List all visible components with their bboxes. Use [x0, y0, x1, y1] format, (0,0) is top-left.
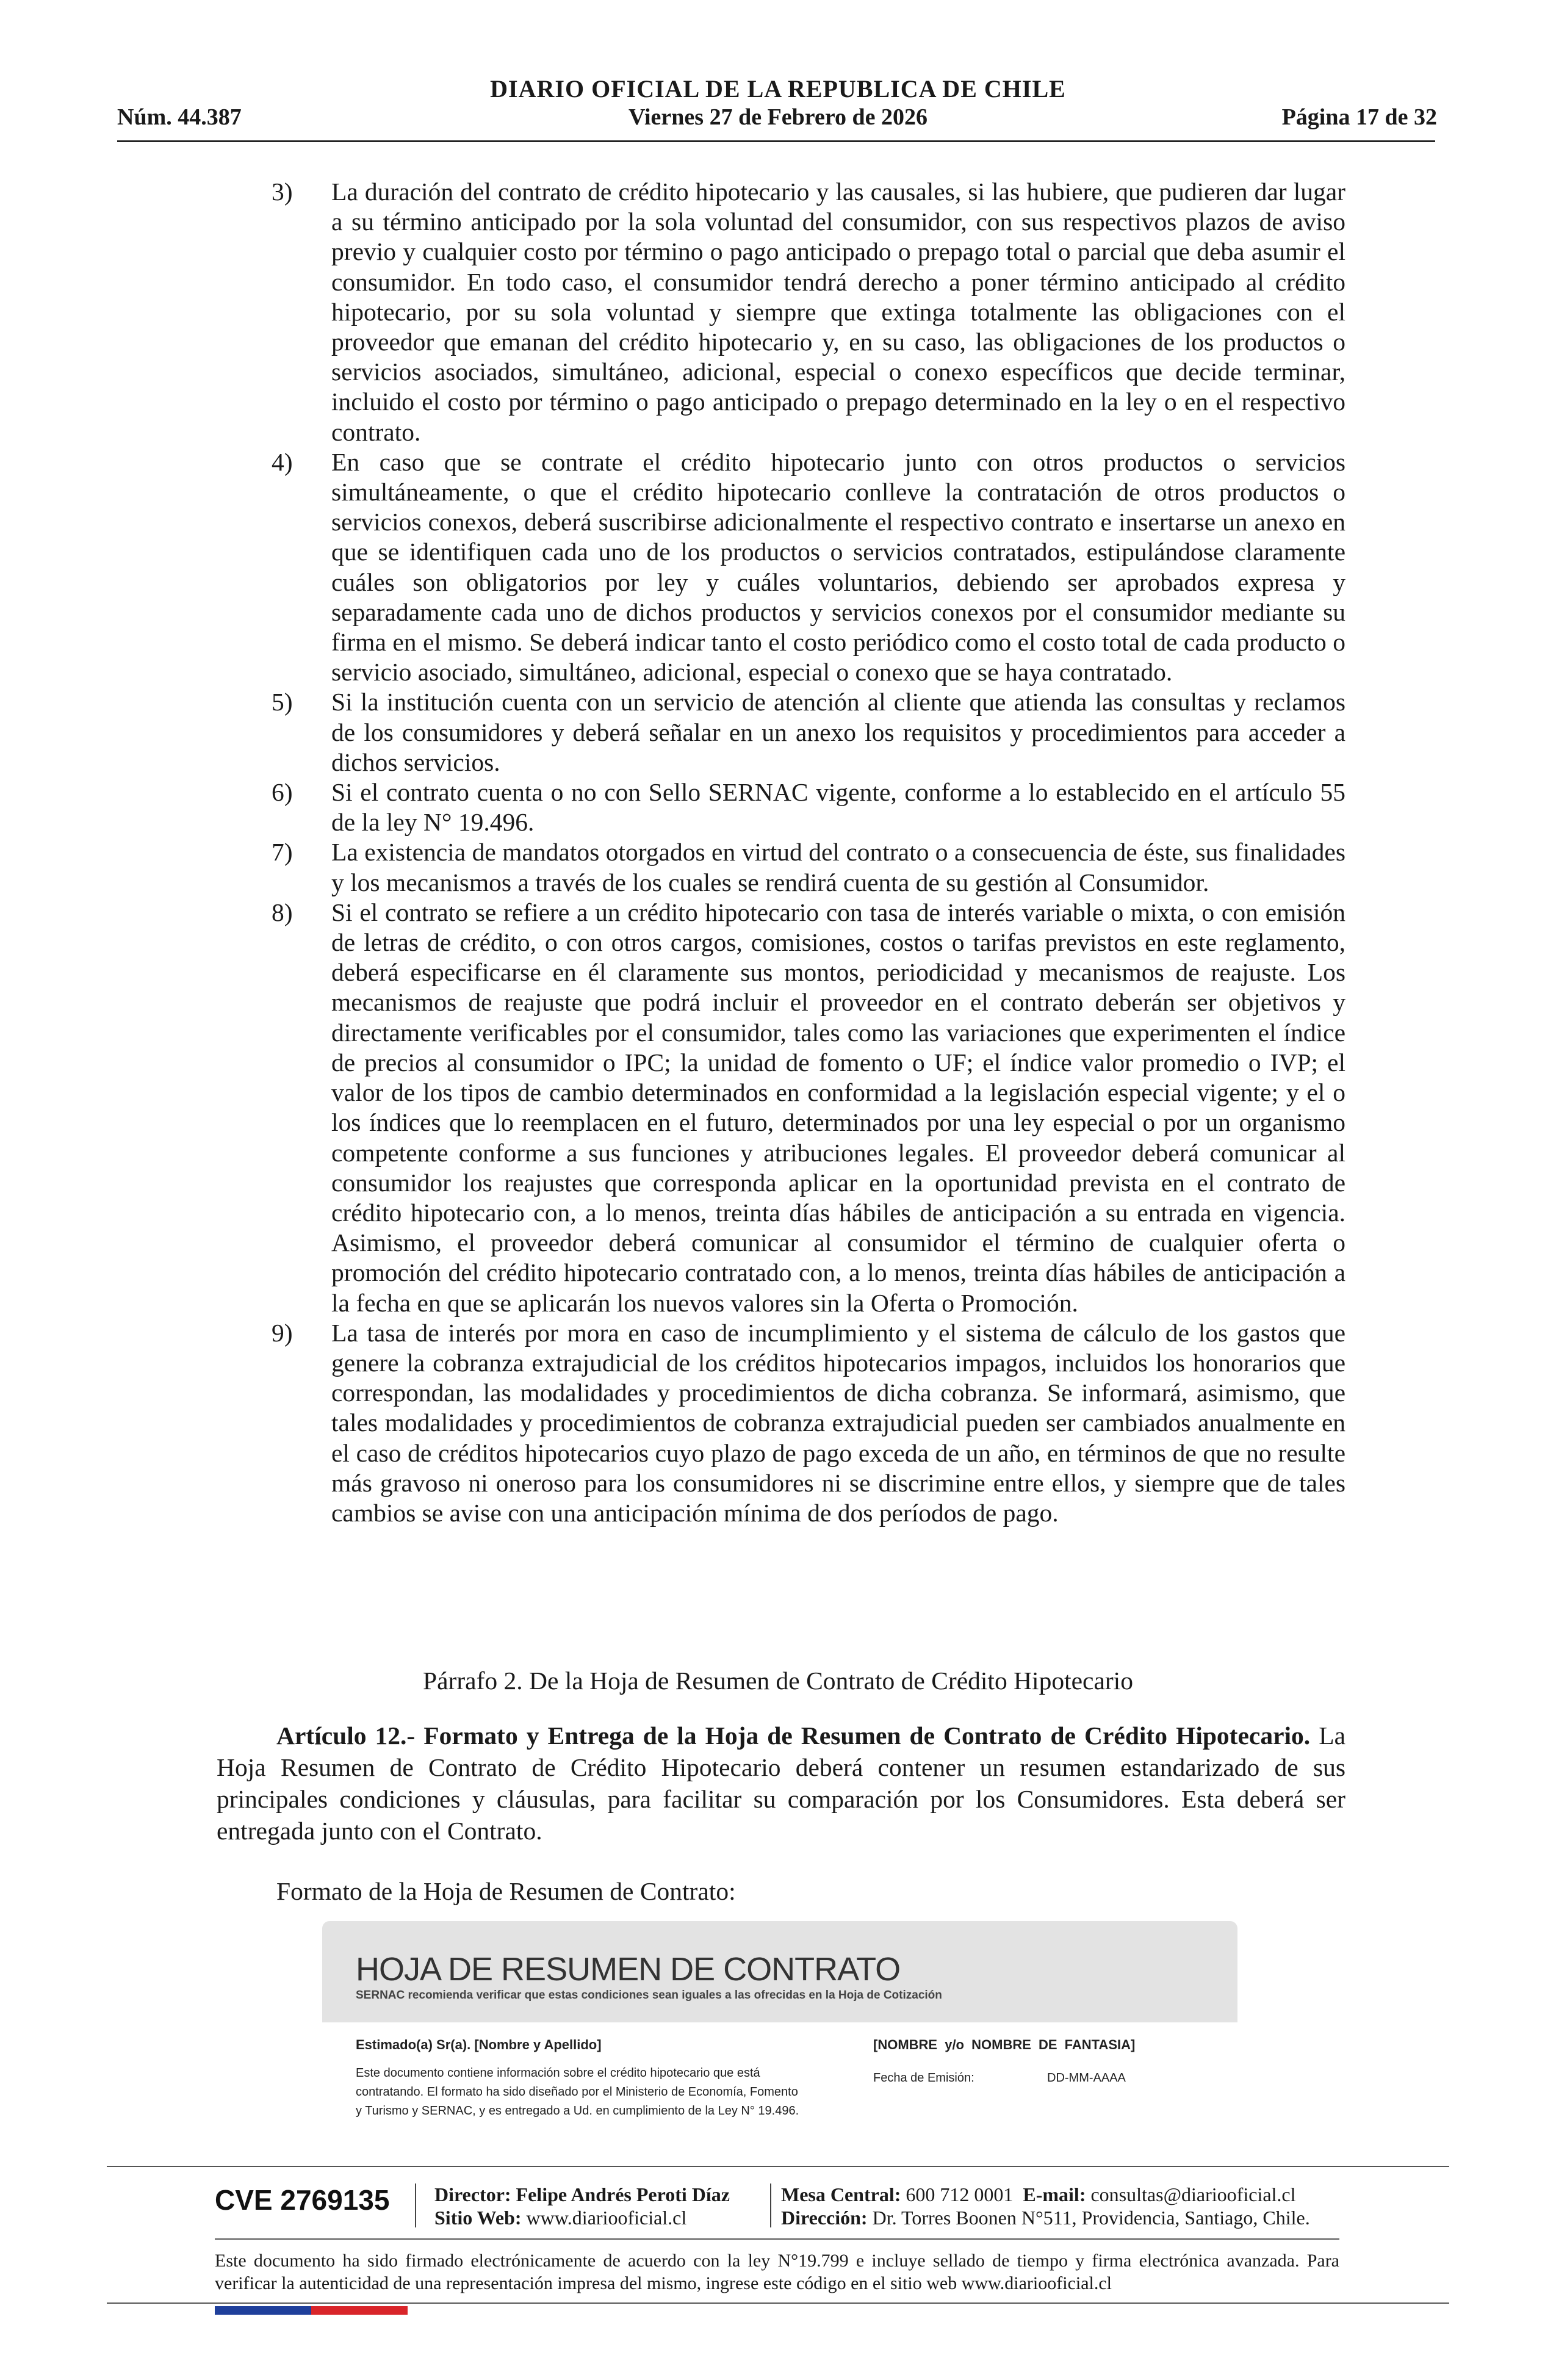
- email-label: E-mail:: [1023, 2183, 1086, 2205]
- form-greeting: Estimado(a) Sr(a). [Nombre y Apellido]: [356, 2037, 602, 2052]
- flag-stripe-red: [311, 2306, 408, 2315]
- form-company-name: [NOMBRE y/o NOMBRE DE FANTASIA]: [873, 2037, 1136, 2052]
- form-description: Este documento contiene información sobre el crédito hipotecario que está contratando. El formato ha sido diseñado por el Ministerio de Economía, Fomento y Turismo y SERNAC, y es entregado a Ud. en cumplimiento de la Ley N° 19.496.: [356, 2066, 799, 2118]
- director-name: Felipe Andrés Peroti Díaz: [516, 2183, 730, 2205]
- footer-director-block: [434, 2183, 730, 2229]
- list-item: [272, 687, 1345, 777]
- cve-code: CVE 2769135: [215, 2184, 390, 2216]
- website-link[interactable]: www.diariooficial.cl: [526, 2207, 687, 2229]
- list-item-number: 8): [272, 898, 293, 926]
- form-date-value: DD-MM-AAAA: [1047, 2071, 1126, 2085]
- list-item-number: 9): [272, 1318, 293, 1347]
- issue-date: Viernes 27 de Febrero de 2026: [628, 104, 928, 130]
- website-label: Sitio Web:: [434, 2207, 522, 2229]
- flag-stripe-blue: [215, 2306, 311, 2315]
- format-label: Formato de la Hoja de Resumen de Contrato:: [276, 1877, 736, 1905]
- list-item-number: 6): [272, 778, 293, 807]
- numbered-list: [272, 177, 1345, 1528]
- footer-separator: [415, 2183, 416, 2227]
- list-item: [272, 177, 1345, 447]
- section-heading: Párrafo 2. De la Hoja de Resumen de Contrato de Crédito Hipotecario: [423, 1667, 1133, 1695]
- list-item-number: 7): [272, 838, 293, 867]
- phone-number: 600 712 0001: [906, 2183, 1014, 2205]
- email-link[interactable]: consultas@diariooficial.cl: [1090, 2183, 1296, 2205]
- article-paragraph: [217, 1720, 1345, 1847]
- form-date-label: Fecha de Emisión:: [873, 2071, 974, 2085]
- newspaper-title: DIARIO OFICIAL DE LA REPUBLICA DE CHILE: [490, 75, 1066, 103]
- list-item: [272, 837, 1345, 897]
- signature-notice: Este documento ha sido firmado electrónicamente de acuerdo con la ley N°19.799 e incluye sellado de tiempo y firma electrónica avanzada. Para verificar la autenticidad de una representación impresa del mismo, ingrese este código en el sitio web www.diariooficial.cl: [215, 2251, 1339, 2293]
- list-item-number: 3): [272, 178, 293, 206]
- list-item-text: En caso que se contrate el crédito hipotecario junto con otros productos o servicios simultáneamente, o que el crédito hipotecario conlleve la contratación de otros productos o servicios conexos, deberá suscribirse adicionalmente el respectivo contrato e insertarse un anexo en que se identifiquen cada uno de los productos o servicios contratados, estipulándose claramente cuáles son obligatorios por ley y cuáles voluntarios, debiendo ser aprobados expresa y separadamente cada uno de dichos productos y servicios conexos por el consumidor mediante su firma en el mismo. Se deberá indicar tanto el costo periódico como el costo total de cada producto o servicio asociado, simultáneo, adicional, especial o conexo que se haya contratado.: [331, 447, 1345, 687]
- list-item-number: 4): [272, 447, 293, 476]
- list-item-text: La tasa de interés por mora en caso de incumplimiento y el sistema de cálculo de los gastos que genere la cobranza extrajudicial de los créditos hipotecarios impagos, incluidos los honorarios que correspondan, las modalidades y procedimientos de dicha cobranza. Se informará, asimismo, que tales modalidades y procedimientos de cobranza extrajudicial pueden ser cambiados anualmente en el caso de créditos hipotecarios cuyo plazo de pago exceda de un año, en términos de que no resulte más gravoso ni oneroso para los consumidores ni se discrimine entre ellos, y siempre que de tales cambios se avise con una anticipación mínima de dos períodos de pago.: [331, 1318, 1345, 1527]
- list-item: [272, 447, 1345, 688]
- footer-contact-block: [781, 2183, 1310, 2229]
- form-subtitle: SERNAC recomienda verificar que estas condiciones sean iguales a las ofrecidas en la Hoja de Cotización: [356, 1989, 942, 2002]
- list-item: [272, 898, 1345, 1318]
- form-title: HOJA DE RESUMEN DE CONTRATO: [356, 1951, 901, 1988]
- footer-divider: [107, 2302, 1449, 2304]
- summary-form: [322, 1921, 1237, 2141]
- list-item-number: 5): [272, 688, 293, 716]
- header-divider: [117, 140, 1435, 142]
- list-item-text: Si el contrato se refiere a un crédito hipotecario con tasa de interés variable o mixta, o con emisión de letras de crédito, o con otros cargos, comisiones, costos o tarifas previstos en este reglamento, deberá especificarse en él claramente sus montos, periodicidad y mecanismos de reajuste. Los mecanismos de reajuste que podrá incluir el proveedor en el contrato deberán ser objetivos y directamente verificables por el consumidor, tales como las variaciones que experimenten el índice de precios al consumidor o IPC; la unidad de fomento o UF; el índice valor promedio o IVP; el valor de los tipos de cambio determinados en conformidad a la legislación especial vigente; y el o los índices que lo reemplacen en el futuro, determinados por una ley especial o por un organismo competente conforme a sus funciones y atribuciones legales. El proveedor deberá comunicar al consumidor los reajustes que corresponda aplicar en la oportunidad prevista en el contrato de crédito hipotecario con, a lo menos, treinta días hábiles de anticipación a su entrada en vigencia. Asimismo, el proveedor deberá comunicar al consumidor el término de cualquier oferta o promoción del crédito hipotecario contratado con, a lo menos, treinta días hábiles de anticipación a la fecha en que se aplicarán los nuevos valores sin la Oferta o Promoción.: [331, 898, 1345, 1317]
- list-item: [272, 777, 1345, 837]
- footer-separator: [770, 2183, 771, 2227]
- list-item-text: Si el contrato cuenta o no con Sello SERNAC vigente, conforme a lo establecido en el artículo 55 de la ley N° 19.496.: [331, 778, 1345, 837]
- footer-divider: [215, 2238, 1339, 2240]
- article-title: Artículo 12.- Formato y Entrega de la Hoja de Resumen de Contrato de Crédito Hipotecario.: [276, 1722, 1311, 1750]
- director-label: Director:: [434, 2183, 511, 2205]
- address-label: Dirección:: [781, 2207, 868, 2229]
- list-item-text: Si la institución cuenta con un servicio de atención al cliente que atienda las consultas y reclamos de los consumidores y deberá señalar en un anexo los requisitos y procedimientos para acceder a dichos servicios.: [331, 688, 1345, 776]
- list-item-text: La duración del contrato de crédito hipotecario y las causales, si las hubiere, que pudieren dar lugar a su término anticipado por la sola voluntad del consumidor, con sus respectivos plazos de aviso previo y cualquier costo por término o pago anticipado o prepago total o parcial que deba asumir el consumidor. En todo caso, el consumidor tendrá derecho a poner término anticipado al crédito hipotecario, por su sola voluntad y siempre que extinga totalmente las obligaciones con el proveedor que emanan del crédito hipotecario y, en su caso, las obligaciones de los productos o servicios asociados, simultáneo, adicional, especial o conexo específicos que decide terminar, incluido el costo por término o pago anticipado o prepago determinado en la ley o en el respectivo contrato.: [331, 178, 1345, 446]
- list-item-text: La existencia de mandatos otorgados en virtud del contrato o a consecuencia de éste, sus finalidades y los mecanismos a través de los cuales se rendirá cuenta de su gestión al Consumidor.: [331, 838, 1345, 896]
- article-body: La Hoja Resumen de Contrato de Crédito Hipotecario deberá contener un resumen estandarizado de sus principales condiciones y cláusulas, para facilitar su comparación por los Consumidores. Esta deberá ser entregada junto con el Contrato.: [217, 1722, 1345, 1845]
- footer-divider: [107, 2166, 1449, 2167]
- phone-label: Mesa Central:: [781, 2183, 901, 2205]
- list-item: [272, 1318, 1345, 1528]
- issue-number: Núm. 44.387: [117, 104, 242, 130]
- address-text: Dr. Torres Boonen N°511, Providencia, Santiago, Chile.: [872, 2207, 1310, 2229]
- page-number: Página 17 de 32: [1281, 104, 1437, 130]
